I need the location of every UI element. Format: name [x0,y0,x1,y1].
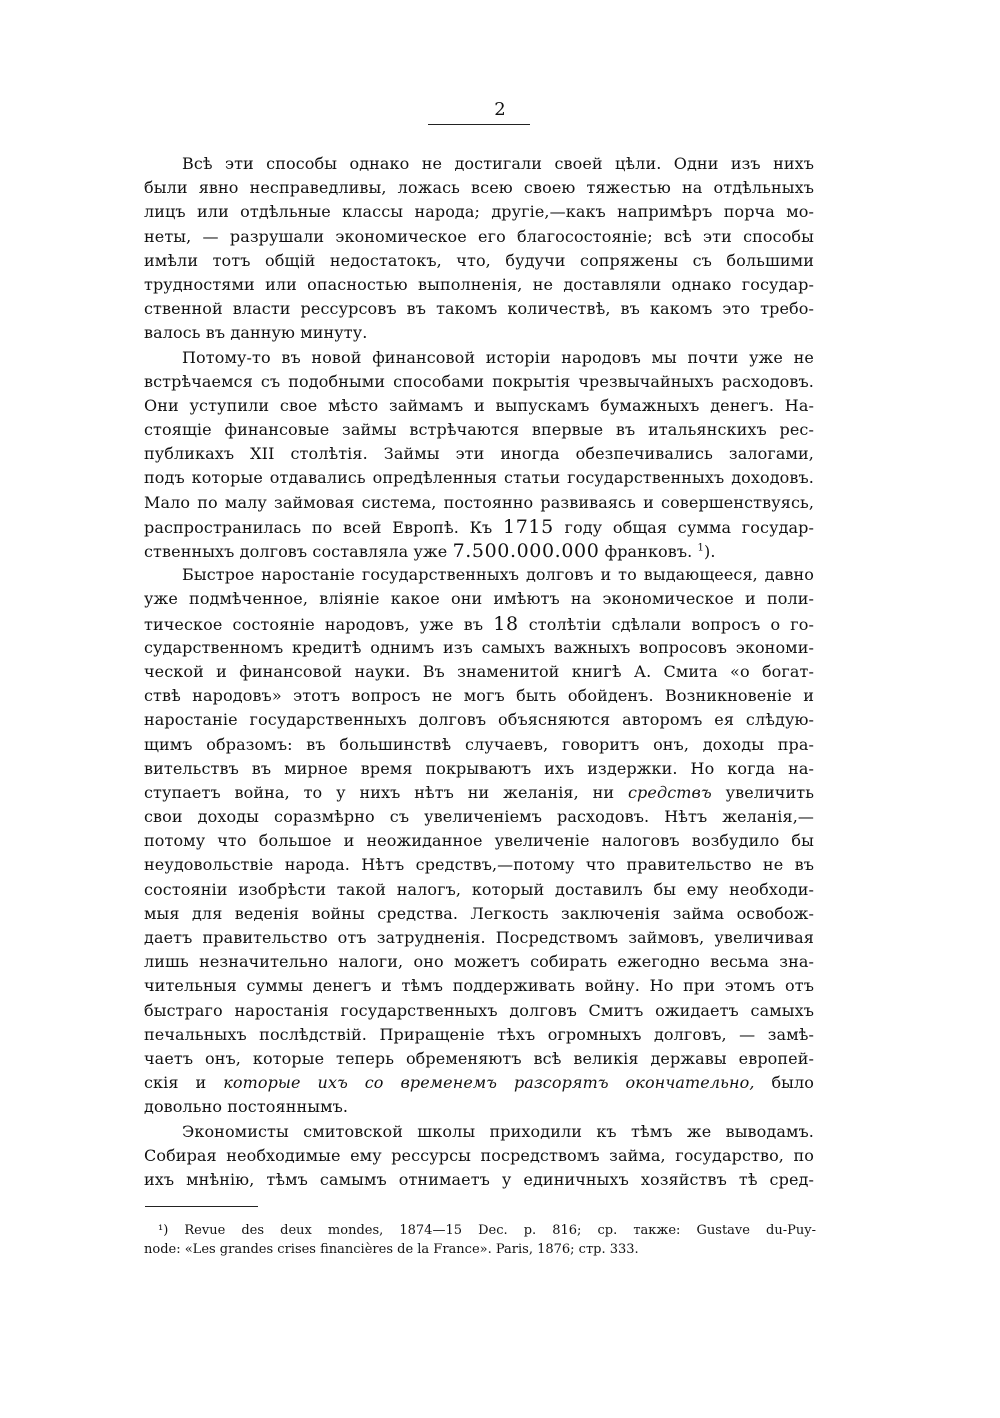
italic-text: которые ихъ со временемъ разсорятъ окончательно, [223,1073,755,1093]
text-line: неты, — разрушали экономическое его благосостояніе; всѣ эти способы [144,226,814,246]
text-line: Потому-то въ новой финансовой исторіи народовъ мы почти уже не [182,347,814,367]
text-segment: году общая сумма государ- [564,517,815,537]
text-segment: ). [704,542,716,561]
text-line: ческой и финансовой науки. Въ знаменитой книгѣ А. Смита «о богат- [144,661,814,681]
text-line: довольно постояннымъ. [144,1097,349,1117]
footnote-rule [145,1206,258,1207]
text-line: Всѣ эти способы однако не достигали своей цѣли. Одни изъ нихъ [182,154,814,173]
text-line: даетъ правительство отъ затрудненія. Посредствомъ займовъ, увеличивая [144,928,814,947]
text-line: были явно несправедливы, ложась всею своею тяжестью на отдѣльныхъ [144,178,814,198]
text-line: вительствъ въ мирное время покрываютъ ихъ издержки. Но когда на- [144,758,814,778]
text-segment: тическое состояніе народовъ, уже въ [144,614,484,634]
text-segment: распространилась по всей Европѣ. Къ [144,517,493,537]
text-line: валось въ данную минуту. [144,323,368,343]
text-line: встрѣчаемся съ подобными способами покрытія чрезвычайныхъ расходовъ. [144,371,814,391]
text-segment: ступаетъ война, то у нихъ нѣтъ ни желанія, ни [144,782,615,802]
text-line: неудовольствіе народа. Нѣтъ средствъ,—потому что правительство не въ [144,855,814,875]
paragraph-1 [144,152,814,346]
text-line: быстраго наростанія государственныхъ долговъ Смитъ ожидаетъ самыхъ [144,1000,814,1020]
century-18: 18 [493,612,519,635]
text-line: имѣли тотъ общій недостатокъ, что, будучи сопряжены съ большими [144,250,814,270]
text-line: чительныя суммы денегъ и тѣмъ поддерживать войну. Но при этомъ отъ [144,976,814,996]
text-line: Собирая необходимые ему рессурсы посредствомъ займа, государство, по [144,1145,814,1165]
text-line: печальныхъ послѣдствій. Приращеніе тѣхъ огромныхъ долговъ, — замѣ- [144,1024,814,1044]
text-segment: франковъ. [604,542,693,561]
text-line: сударственномъ кредитѣ однимъ изъ самыхъ важныхъ вопросовъ экономи- [144,637,814,657]
text-line: уже подмѣченное, вліяніе какое они имѣютъ на экономическое и поли- [144,589,814,609]
text-line: лишь незначительно налоги, оно можетъ собирать ежегодно весьма зна- [144,952,814,972]
text-line [144,539,814,563]
text-line: щимъ образомъ: въ большинствѣ случаевъ, говоритъ онъ, доходы пра- [144,734,814,754]
footnote [144,1221,816,1259]
text-line: подъ которые отдавались опредѣленныя статьи государственныхъ доходовъ. [144,468,814,488]
text-line: ствѣ народовъ» этотъ вопросъ не могъ быть обойденъ. Возникновеніе и [144,686,814,706]
footnote-ref: 1 [697,542,705,554]
text-line: стоящіе финансовые займы встрѣчаются впервые въ итальянскихъ рес- [144,420,814,440]
text-line: наростаніе государственныхъ долговъ объясняются авторомъ ея слѣдую- [144,710,814,730]
text-line: мыя для веденія войны средства. Легкость заключенія займа освобож- [144,903,814,923]
text-line [144,1071,814,1095]
text-line: чаетъ онъ, которые теперь обременяютъ всѣ великія державы европей- [144,1048,814,1068]
text-line: Быстрое наростаніе государственныхъ долговъ и то выдающееся, давно [182,565,814,585]
text-line: Мало по малу займовая система, постоянно развиваясь и совершенствуясь, [144,492,814,512]
footnote-line: ¹) Revue des deux mondes, 1874—15 Dec. p. 816; ср. также: Gustave du-Puy- [158,1223,816,1238]
body-text [144,152,814,1192]
text-line: ственной власти рессурсовъ въ такомъ количествѣ, въ какомъ это требо- [144,299,814,319]
text-line: ихъ мнѣнію, тѣмъ самымъ отнимаетъ у единичныхъ хозяйствъ тѣ сред- [144,1169,814,1189]
text-segment: ственныхъ долговъ составляла уже [144,542,448,561]
text-line [144,781,814,805]
page-number: 2 [494,99,506,120]
year-1715: 1715 [503,515,554,538]
text-line: потому что большое и неожиданное увеличеніе налоговъ возбудило бы [144,831,814,851]
debt-amount: 7.500.000.000 [452,540,600,562]
text-line: публикахъ XII столѣтія. Займы эти иногда обезпечивались залогами, [144,444,814,464]
text-line: состояніи изобрѣсти такой налогъ, который доставилъ бы ему необходи- [144,879,814,899]
paragraph-2 [144,346,814,564]
footnote-line: node: «Les grandes crises financières de la France». Paris, 1876; стр. 333. [144,1242,639,1257]
text-line [144,515,814,539]
text-line [144,612,814,636]
text-segment: скія и [144,1073,207,1093]
text-segment: было [771,1073,815,1093]
text-segment: столѣтіи сдѣлали вопросъ о го- [528,614,815,634]
text-line: трудностями или опасностью выполненія, не доставляли однако государ- [144,274,814,294]
paragraph-3 [144,563,814,1119]
italic-text: средствъ [628,782,712,802]
paragraph-4 [144,1120,814,1193]
text-line: Экономисты смитовской школы приходили къ тѣмъ же выводамъ. [182,1121,814,1141]
header-rule [428,124,530,125]
text-segment: увеличить [725,782,815,802]
text-line: лицъ или отдѣльные классы народа; другіе,—какъ напримѣръ порча мо- [144,202,814,222]
text-line: Они уступили свое мѣсто займамъ и выпускамъ бумажныхъ денегъ. На- [144,395,814,415]
text-line: свои доходы соразмѣрно съ увеличеніемъ расходовъ. Нѣтъ желанія,— [144,807,814,827]
